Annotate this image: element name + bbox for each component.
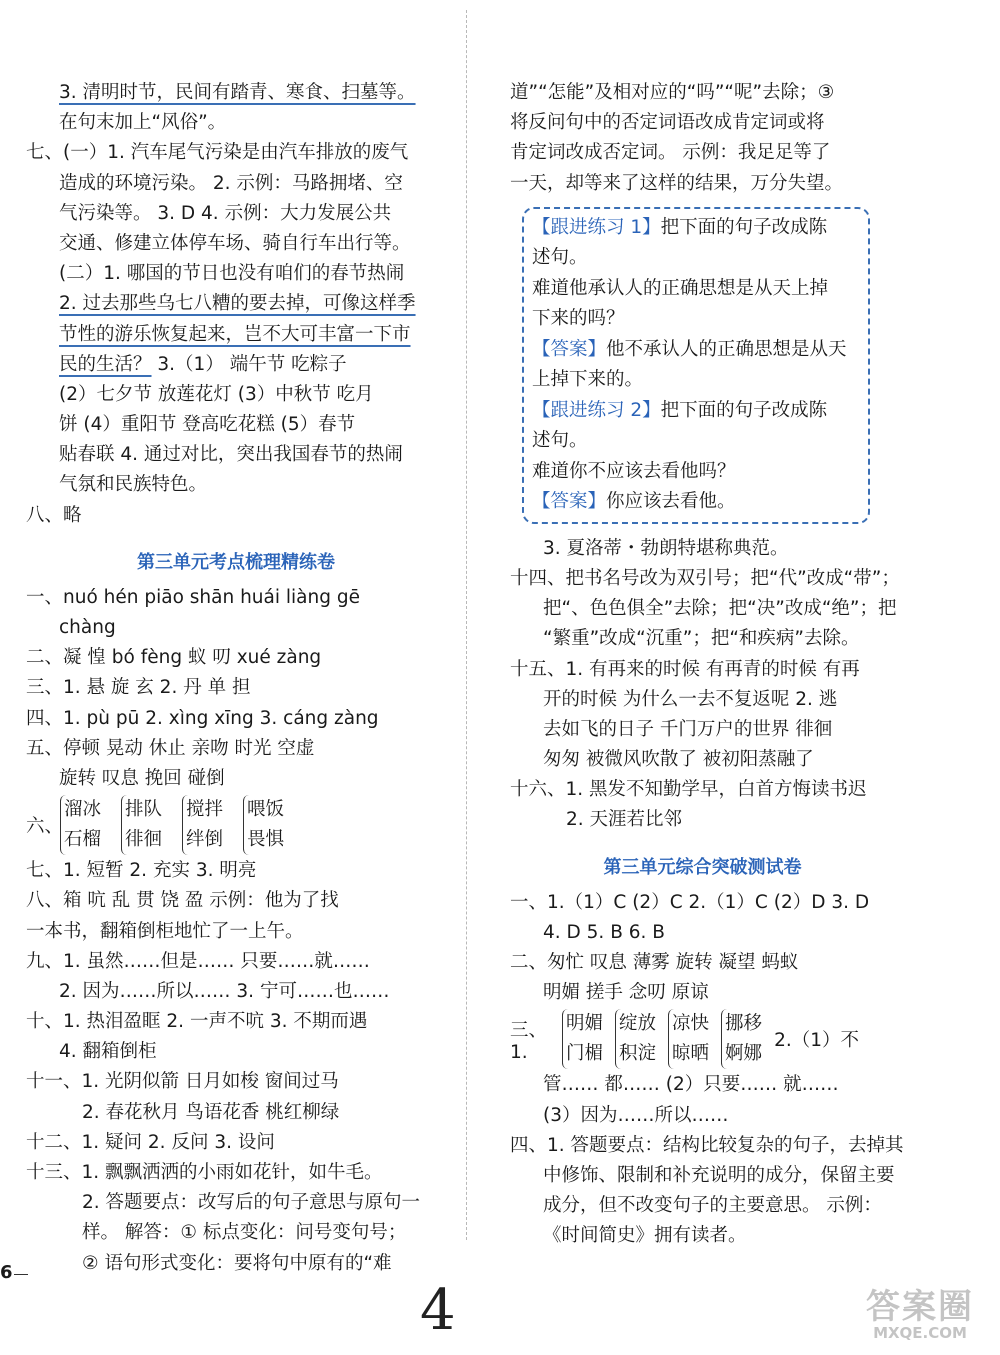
box-line: 【跟进练习 2】把下面的句子改成陈 [532, 399, 828, 421]
page-number-dash [14, 1274, 28, 1275]
answer-line: (2）七夕节 放莲花灯 (3）中秋节 吃月 [59, 383, 374, 405]
word-group-row [26, 794, 446, 856]
right-column [510, 78, 904, 1252]
question-number: 三、1. [510, 1019, 548, 1063]
answer-line: chàng [59, 617, 116, 638]
answer-line: 4. 翻箱倒柜 [59, 1041, 157, 1063]
box-line: 述句。 [532, 430, 588, 452]
answer-line: 四、1. 答题要点：结构比较复杂的句子，去掉其 [510, 1134, 904, 1156]
answer-line: 四、1. pù pū 2. xìng xīng 3. cáng zàng [26, 707, 379, 729]
answer-line: 七、1. 短暂 2. 充实 3. 明亮 [26, 860, 257, 882]
answer-line: 九、1. 虽然……但是…… 只要……就…… [26, 950, 370, 972]
practice-tag: 【跟进练习 2】 [532, 399, 661, 421]
word-pair: 溜冰 石榴 [60, 795, 101, 855]
practice-box [522, 207, 870, 524]
answer-line: 贴春联 4. 通过对比，突出我国春节的热闹 [59, 444, 403, 466]
answer-line: 2. 春花秋月 鸟语花香 桃红柳绿 [82, 1101, 340, 1123]
answer-line: 七、(一）1. 汽车尾气污染是由汽车排放的废气 [26, 142, 409, 164]
answer-line: 将反问句中的否定词语改成肯定词或将 [510, 112, 825, 134]
answer-line: 中修饰、限制和补充说明的成分，保留主要 [543, 1164, 895, 1186]
answer-line: 三、1. 悬 旋 玄 2. 丹 单 担 [26, 677, 251, 699]
answer-line: 去如飞的日子 千门万户的世界 徘徊 [543, 718, 833, 740]
answer-line: (3）因为……所以…… [543, 1104, 729, 1126]
answer-line: 交通、修建立体停车场、骑自行车出行等。 [59, 232, 411, 254]
page-number: 6 [0, 1262, 13, 1283]
answer-line: 旋转 叹息 挽回 碰倒 [59, 767, 225, 789]
answer-line: 明媚 搓手 念叨 原谅 [543, 982, 709, 1004]
answer-line: 饼 (4）重阳节 登高吃花糕 (5）春节 [59, 414, 356, 436]
answer-line: 成分，但不改变句子的主要意思。 示例： [543, 1195, 882, 1217]
word-pair: 凉快 晾晒 [668, 1009, 709, 1069]
answer-line: 肯定词改成否定词。 示例：我足足等了 [510, 142, 831, 164]
answer-line: 一本书，翻箱倒柜地忙了一上午。 [26, 920, 304, 942]
answer-line: 开的时候 为什么一去不复返呢 2. 逃 [543, 688, 838, 710]
answer-text: 3.（1） 端午节 吃粽子 [151, 353, 347, 375]
answer-line: 气氛和民族特色。 [59, 474, 208, 496]
answer-text: 2.（1）不 [774, 1030, 859, 1052]
box-line: 述句。 [532, 247, 588, 269]
word-pair: 喂饭 畏惧 [243, 795, 284, 855]
answer-line: 八、箱 吭 乱 贯 饶 盈 示例：他为了找 [26, 890, 339, 912]
word-group-row [510, 1008, 865, 1070]
box-line: 下来的吗？ [532, 308, 625, 330]
answer-line: 气污染等。 3. D 4. 示例：大力发展公共 [59, 202, 392, 224]
question-number: 六、 [26, 816, 64, 838]
answer-line: 匆匆 被微风吹散了 被初阳蒸融了 [543, 749, 814, 771]
answer-line: (二）1. 哪国的节日也没有咱们的春节热闹 [59, 263, 405, 285]
box-line: 上掉下来的。 [532, 369, 644, 391]
answer-line: 2. 答题要点：改写后的句子意思与原句一 [82, 1192, 421, 1214]
word-pair: 绽放 积淀 [615, 1009, 656, 1069]
watermark [850, 1287, 990, 1342]
answer-line: 节性的游乐恢复起来，岂不大可丰富一下市 [59, 323, 411, 345]
word-pair: 搅拌 绊倒 [182, 795, 223, 855]
handwritten-mark: 4 [420, 1278, 456, 1343]
practice-tag: 【跟进练习 1】 [532, 216, 661, 238]
answer-line: 3. 夏洛蒂・勃朗特堪称典范。 [543, 537, 789, 559]
box-line: 难道他承认人的正确思想是从天上掉 [532, 277, 829, 299]
answer-line: 十三、1. 飘飘洒洒的小雨如花针，如牛毛。 [26, 1162, 383, 1183]
answer-line: 在句末加上“风俗”。 [59, 112, 227, 134]
watermark-url: MXQE.COM [873, 1324, 967, 1342]
answer-line: 五、停顿 晃动 休止 亲吻 时光 空虚 [26, 737, 315, 759]
word-pair: 排队 徘徊 [121, 795, 162, 855]
answer-line: 把“、色色俱全”去除；把“决”改成“绝”；把 [543, 598, 897, 620]
answer-tag: 【答案】 [532, 338, 607, 360]
word-pair: 挪移 婀娜 [721, 1009, 762, 1069]
answer-tag: 【答案】 [532, 491, 607, 513]
word-pair: 明媚 门楣 [562, 1009, 603, 1069]
answer-line: 样。 解答：① 标点变化：问号变句号； [82, 1222, 407, 1244]
answer-line: “繁重”改成“沉重”；把“和疾病”去除。 [543, 628, 860, 650]
answer-line: 二、凝 惶 bó fèng 蚁 叨 xué zàng [26, 647, 322, 669]
answer-line: 造成的环境污染。 2. 示例：马路拥堵、空 [59, 172, 403, 194]
answer-line: 道”“怎能”及相对应的“吗”“呢”去除；③ [510, 82, 835, 103]
answer-line: 八、略 [26, 504, 82, 526]
box-line: 【答案】你应该去看他。 [532, 491, 736, 513]
underlined-text: 民的生活？ [59, 353, 152, 375]
answer-line: 一、nuó hén piāo shān huái liàng gē [26, 586, 360, 608]
answer-line: 3. 清明时节，民间有踏青、寒食、扫墓等。 [59, 82, 416, 103]
answer-line: 十、1. 热泪盈眶 2. 一声不吭 3. 不期而遇 [26, 1011, 368, 1033]
answer-line: 十二、1. 疑问 2. 反问 3. 设问 [26, 1131, 275, 1153]
answer-line: 十五、1. 有再来的时候 有再青的时候 有再 [510, 658, 860, 680]
answer-line: 十四、把书名号改为双引号；把“代”改成“带”； [510, 567, 900, 589]
answer-line: 一天，却等来了这样的结果，万分失望。 [510, 172, 844, 194]
answer-line: 十一、1. 光阴似箭 日月如梭 窗间过马 [26, 1071, 339, 1093]
box-line: 难道你不应该去看他吗？ [532, 460, 736, 482]
answer-line: 2. 天涯若比邻 [566, 809, 683, 831]
section-title: 第三单元考点梳理精练卷 [137, 551, 335, 573]
answer-line: 2. 过去那些乌七八糟的要去掉，可像这样季 [59, 293, 416, 315]
left-column [26, 78, 446, 1279]
answer-line: 管…… 都…… (2）只要…… 就…… [543, 1074, 839, 1096]
box-line: 【跟进练习 1】把下面的句子改成陈 [532, 216, 828, 238]
answer-line [26, 350, 446, 380]
column-divider [466, 10, 467, 1240]
answer-line: 十六、1. 黑发不知勤学早，白首方悔读书迟 [510, 779, 867, 801]
section-title: 第三单元综合突破测试卷 [603, 856, 802, 878]
answer-line: 二、匆忙 叹息 薄雾 旋转 凝望 蚂蚁 [510, 952, 799, 973]
answer-line: ② 语句形式变化：要将句中原有的“难 [82, 1252, 392, 1274]
answer-line: 4. D 5. B 6. B [543, 921, 665, 943]
answer-line: 2. 因为……所以…… 3. 宁可……也…… [59, 980, 390, 1002]
answer-line: 一、1.（1）C (2）C 2.（1）C (2）D 3. D [510, 891, 870, 913]
answer-line: 《时间简史》拥有读者。 [543, 1225, 747, 1247]
watermark-logo: 答案圈 [866, 1287, 974, 1327]
box-line: 【答案】他不承认人的正确思想是从天 [532, 338, 847, 360]
